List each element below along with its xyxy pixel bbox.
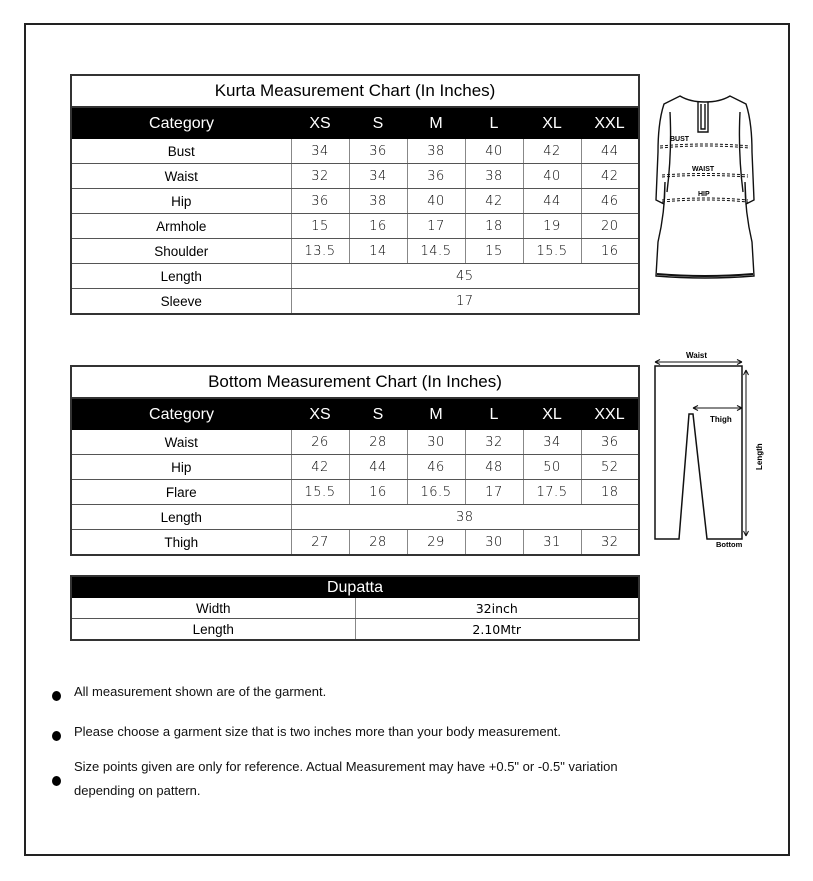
table-row: [71, 505, 639, 530]
row-label: Hip: [71, 189, 291, 214]
dupatta-length-label: Length: [71, 619, 355, 641]
size-value: 32: [465, 430, 523, 455]
size-value: 14: [349, 239, 407, 264]
size-value: 42: [581, 164, 639, 189]
header-size: XS: [291, 107, 349, 139]
header-size: M: [407, 398, 465, 430]
kurta-hip-label: HIP: [698, 191, 710, 198]
size-value: 16: [349, 214, 407, 239]
size-value: 42: [465, 189, 523, 214]
size-value: 16.5: [407, 480, 465, 505]
size-value: 14.5: [407, 239, 465, 264]
size-value: 38: [349, 189, 407, 214]
table-row: [71, 214, 639, 239]
size-value: 15: [291, 214, 349, 239]
kurta-diagram-icon: [650, 92, 760, 282]
size-value: 48: [465, 455, 523, 480]
note-text: All measurement shown are of the garment.: [74, 684, 327, 699]
all-sizes-value: 45: [291, 264, 639, 289]
table-title: Bottom Measurement Chart (In Inches): [71, 366, 639, 398]
size-value: 16: [349, 480, 407, 505]
table-row: [71, 530, 639, 556]
table-header-row: [71, 398, 639, 430]
header-size: S: [349, 398, 407, 430]
pants-diagram-icon: [650, 348, 775, 548]
header-size: L: [465, 398, 523, 430]
size-value: 17: [465, 480, 523, 505]
pants-bottom-label: Bottom: [716, 540, 743, 548]
row-label: Armhole: [71, 214, 291, 239]
size-value: 40: [523, 164, 581, 189]
size-value: 38: [465, 164, 523, 189]
size-value: 34: [349, 164, 407, 189]
kurta-measurement-table: [70, 74, 640, 315]
table-row: [71, 430, 639, 455]
kurta-waist-label: WAIST: [692, 166, 715, 173]
table-header-row: [71, 107, 639, 139]
size-value: 36: [349, 139, 407, 164]
dupatta-length-value: 2.10Mtr: [472, 621, 522, 637]
size-value: 17: [407, 214, 465, 239]
dupatta-row: [71, 598, 639, 619]
size-value: 38: [407, 139, 465, 164]
table-row: [71, 480, 639, 505]
header-category: Category: [71, 398, 291, 430]
note-text: Size points given are only for reference. Actual Measurement may have +0.5" or -0.5" variation depending on pattern.: [74, 759, 618, 798]
header-size: S: [349, 107, 407, 139]
size-value: 36: [407, 164, 465, 189]
size-value: 36: [581, 430, 639, 455]
table-row: [71, 189, 639, 214]
header-size: L: [465, 107, 523, 139]
pants-thigh-label: Thigh: [710, 415, 732, 424]
size-value: 44: [523, 189, 581, 214]
size-value: 27: [291, 530, 349, 556]
row-label: Thigh: [71, 530, 291, 556]
size-value: 42: [523, 139, 581, 164]
size-value: 40: [465, 139, 523, 164]
size-value: 15: [465, 239, 523, 264]
row-label: Hip: [71, 455, 291, 480]
size-value: 42: [291, 455, 349, 480]
note-text: Please choose a garment size that is two inches more than your body measurement.: [74, 724, 562, 739]
size-value: 15.5: [523, 239, 581, 264]
table-title: Kurta Measurement Chart (In Inches): [71, 75, 639, 107]
size-value: 44: [349, 455, 407, 480]
row-label: Sleeve: [71, 289, 291, 315]
size-value: 13.5: [291, 239, 349, 264]
table-row: [71, 139, 639, 164]
dupatta-width-value: 32inch: [355, 598, 639, 619]
size-value: 52: [581, 455, 639, 480]
header-size: XL: [523, 107, 581, 139]
size-value: 31: [523, 530, 581, 556]
bullet-icon: [52, 776, 61, 786]
size-value: 17.5: [523, 480, 581, 505]
bullet-icon: [52, 731, 61, 741]
all-sizes-value: 17: [455, 293, 474, 309]
header-size: XL: [523, 398, 581, 430]
dupatta-row: [71, 619, 639, 641]
pants-length-label: Length: [755, 443, 764, 470]
size-value: 18: [465, 214, 523, 239]
dupatta-title: Dupatta: [71, 576, 639, 598]
row-label: Flare: [71, 480, 291, 505]
size-value: 28: [349, 530, 407, 556]
size-value: 26: [291, 430, 349, 455]
size-value: 30: [407, 430, 465, 455]
size-value: 20: [581, 214, 639, 239]
table-row: [71, 164, 639, 189]
table-title-row: [71, 366, 639, 398]
bottom-measurement-table: [70, 365, 640, 556]
size-value: 16: [581, 239, 639, 264]
bullet-icon: [52, 691, 61, 701]
size-value: 46: [407, 455, 465, 480]
size-value: 28: [349, 430, 407, 455]
dupatta-width-label: Width: [71, 598, 355, 619]
header-category: Category: [71, 107, 291, 139]
row-label: Waist: [71, 430, 291, 455]
size-value: 15.5: [291, 480, 349, 505]
table-row: [71, 239, 639, 264]
size-value: 34: [523, 430, 581, 455]
header-size: XXL: [581, 398, 639, 430]
header-size: XXL: [581, 107, 639, 139]
kurta-bust-label: BUST: [670, 136, 690, 143]
table-row: [71, 455, 639, 480]
all-sizes-value: 38: [291, 505, 639, 530]
table-title-row: [71, 75, 639, 107]
row-label: Waist: [71, 164, 291, 189]
size-value: 18: [581, 480, 639, 505]
header-size: M: [407, 107, 465, 139]
dupatta-table: [70, 575, 640, 641]
size-value: 36: [291, 189, 349, 214]
size-value: 32: [600, 534, 619, 550]
size-value: 44: [581, 139, 639, 164]
size-value: 50: [523, 455, 581, 480]
table-row: [71, 289, 639, 315]
size-value: 34: [291, 139, 349, 164]
row-label: Length: [71, 505, 291, 530]
header-size: XS: [291, 398, 349, 430]
row-label: Shoulder: [71, 239, 291, 264]
size-value: 40: [407, 189, 465, 214]
size-value: 29: [407, 530, 465, 556]
size-value: 30: [465, 530, 523, 556]
table-row: [71, 264, 639, 289]
size-value: 32: [291, 164, 349, 189]
size-value: 19: [523, 214, 581, 239]
row-label: Bust: [71, 139, 291, 164]
size-value: 46: [581, 189, 639, 214]
row-label: Length: [71, 264, 291, 289]
pants-waist-label: Waist: [686, 351, 708, 360]
